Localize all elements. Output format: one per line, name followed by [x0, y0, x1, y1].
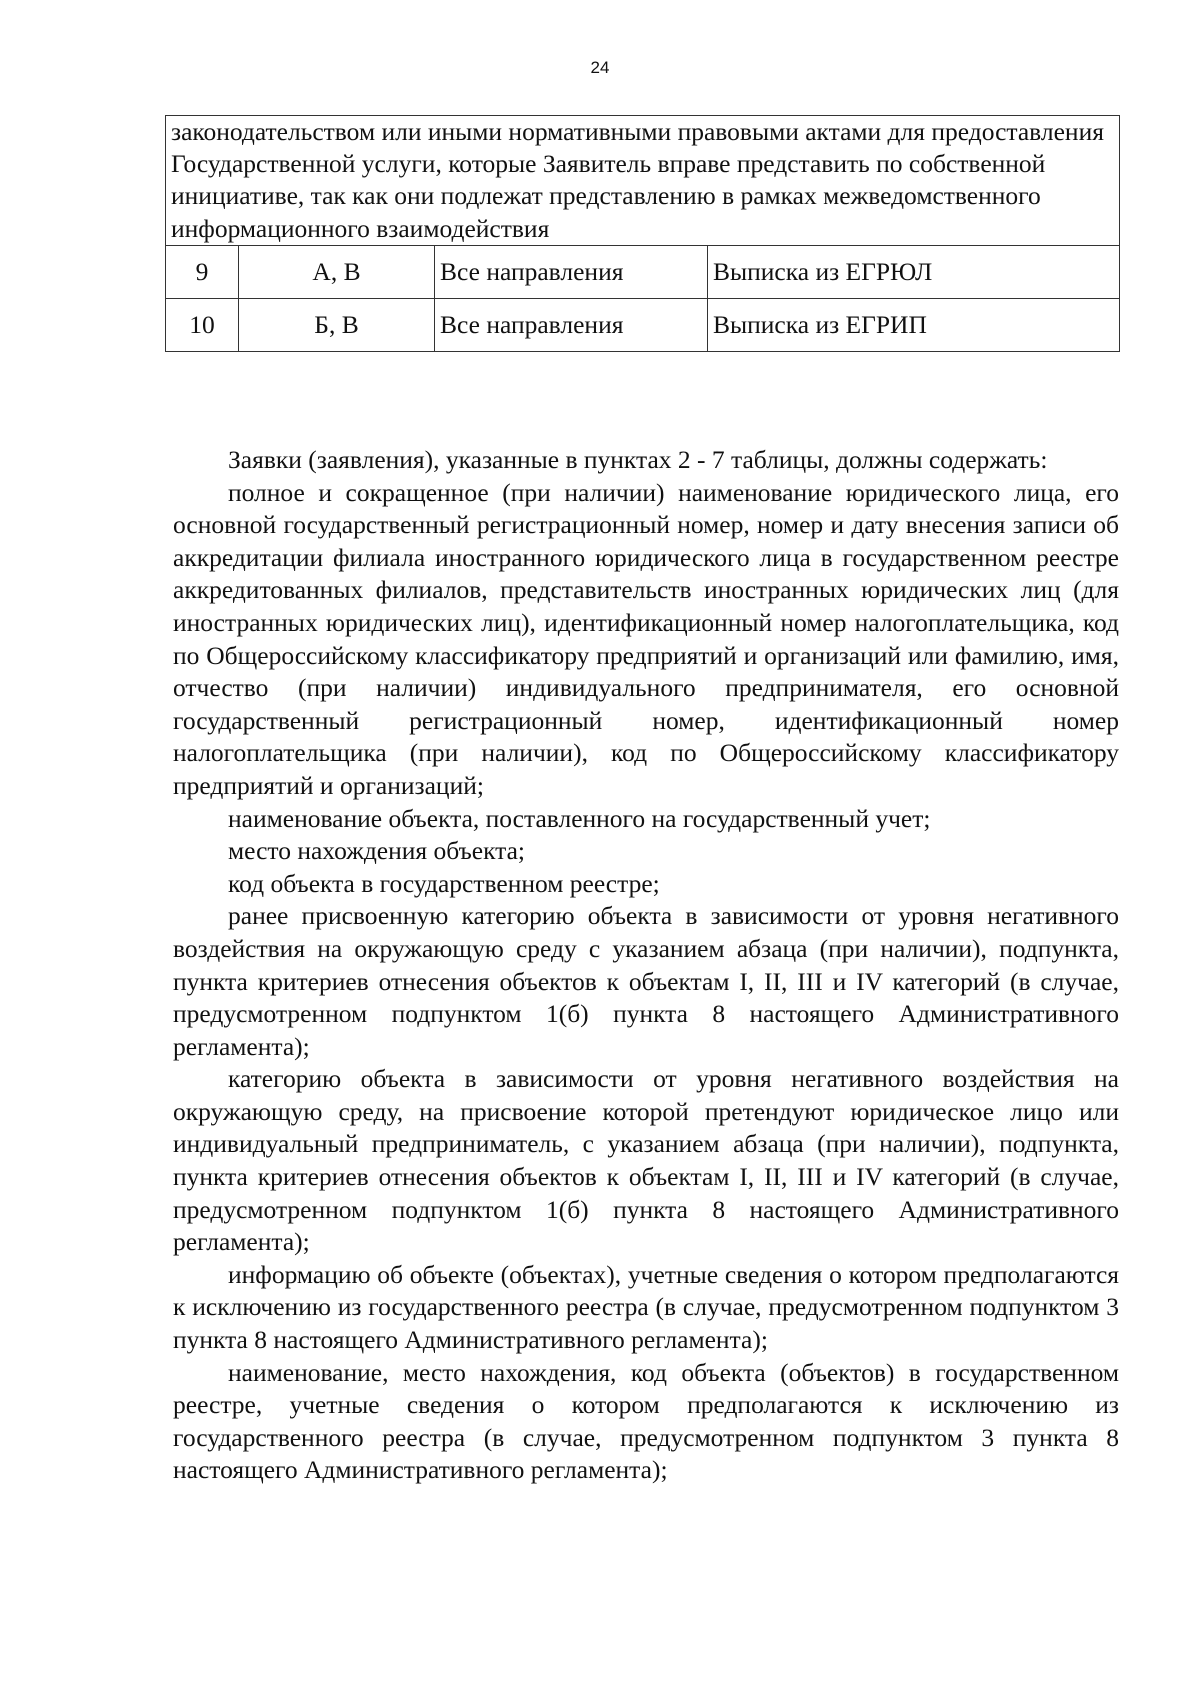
paragraph-previous-category: ранее присвоенную категорию объекта в зависимости от уровня негативного воздействия на окружающую среду с указанием абзаца (при наличии), подпункта, пункта критериев отнесения объектов к объектам I, II, III и IV категорий (в случае, предусмотренном подпунктом 1(б) пункта 8 настоящего Административного регламента); — [173, 901, 1119, 1061]
paragraph-object-exclusion-details: наименование, место нахождения, код объекта (объектов) в государственном реестре, учетные сведения о котором предполагаются к исключению из государственного реестра (в случае, предусмотренном подпунктом 3 пункта 8 настоящего Административного регламента); — [173, 1357, 1119, 1485]
body-text — [173, 444, 1119, 1487]
row-number-cell: 10 — [166, 298, 239, 351]
paragraph-legal-entity-details: полное и сокращенное (при наличии) наименование юридического лица, его основной государственный регистрационный номер, номер и дату внесения записи об аккредитации филиала иностранного юридического лица в государственном реестре аккредитованных филиалов, представительств иностранных юридических лиц (для иностранных юридических лиц), идентификационный номер налогоплательщика, код по Общероссийскому классификатору предприятий и организаций или фамилию, имя, отчество (при наличии) индивидуального предпринимателя, его основной государственный регистрационный номер, идентификационный номер налогоплательщика (при наличии), код по Общероссийскому классификатору предприятий и организаций; — [173, 477, 1119, 800]
paragraph-object-location: место нахождения объекта; — [228, 836, 526, 866]
table-row — [166, 298, 1120, 351]
document-cell: Выписка из ЕГРЮЛ — [708, 245, 1120, 298]
documents-table — [165, 115, 1120, 352]
table-continued-text: законодательством или иными нормативными правовыми актами для предоставления Государственной услуги, которые Заявитель вправе представить по собственной инициативе, так как они подлежат представлению в рамках межведомственного информационного взаимодействия — [166, 116, 1120, 246]
paragraph-object-code: код объекта в государственном реестре; — [228, 868, 660, 898]
paragraph-requested-category: категорию объекта в зависимости от уровня негативного воздействия на окружающую среду, на присвоение которой претендуют юридическое лицо или индивидуальный предприниматель, с указанием абзаца (при наличии), подпункта, пункта критериев отнесения объектов к объектам I, II, III и IV категорий (в случае, предусмотренном подпунктом 1(б) пункта 8 настоящего Административного регламента); — [173, 1064, 1119, 1257]
table-row-continuation — [166, 116, 1120, 246]
paragraph-object-name: наименование объекта, поставленного на государственный учет; — [228, 803, 931, 833]
direction-cell: Все направления — [435, 298, 708, 351]
table-row — [166, 245, 1120, 298]
page-number: 24 — [590, 58, 610, 77]
paragraph-object-exclusion-info: информацию об объекте (объектах), учетные сведения о котором предполагаются к исключению из государственного реестра (в случае, предусмотренном подпунктом 3 пункта 8 настоящего Административного регламента); — [173, 1259, 1119, 1355]
applicant-category-cell: Б, В — [239, 298, 435, 351]
applicant-category-cell: А, В — [239, 245, 435, 298]
paragraph-intro: Заявки (заявления), указанные в пунктах 2 - 7 таблицы, должны содержать: — [228, 445, 1048, 474]
document-cell: Выписка из ЕГРИП — [708, 298, 1120, 351]
direction-cell: Все направления — [435, 245, 708, 298]
row-number-cell: 9 — [166, 245, 239, 298]
